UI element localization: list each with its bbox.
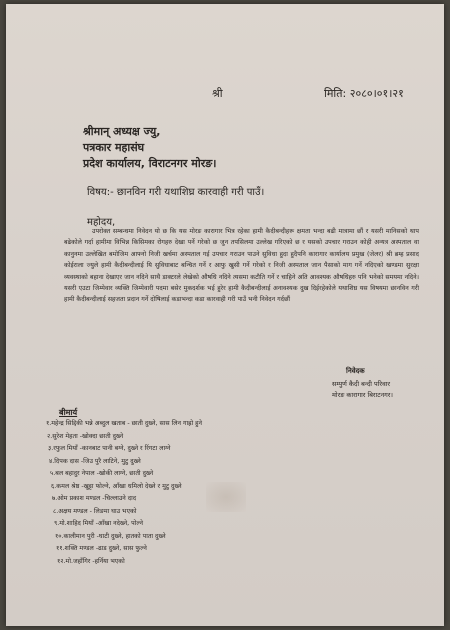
list-item: ७.ओम प्रकाश मण्डल -चिल्लाउने दाद — [52, 495, 137, 502]
list-item: ४.दिपक दास -जिउ पुरै लाटिने, मुटु दुख्ने — [49, 457, 141, 465]
patients-list-title: बीमार्य — [59, 408, 78, 417]
paper-smudge — [206, 482, 246, 512]
signature-line-2: मोरङ कारागार बिराटनगर। — [332, 391, 393, 399]
list-item: १०.कालीमान पुरी -घाटी दुख्ने, हातको पाता दुख्ने — [55, 532, 166, 540]
recipient-line-2: पत्रकार महासंघ — [83, 141, 145, 154]
recipient-line-1: श्रीमान् अध्यक्ष ज्यु, — [83, 125, 161, 138]
salutation-shree: श्री — [212, 87, 223, 100]
letter-subject: विषय:- छानविन गरी यथाशिघ्र कारवाही गरी पाउँ। — [87, 187, 265, 198]
list-item: १२.मो.जहाँगिर -हर्निया भएको — [57, 557, 125, 565]
list-item: ८.अक्षय मण्डल - लिङमा घाउ भएको — [53, 507, 137, 515]
letter-page — [6, 4, 444, 626]
signature-label: निवेदक — [346, 367, 365, 375]
list-item: ३.रफुल मियाँ -कानबाट पानी बग्ने, दुख्ने र रिंगटा लाग्ने — [48, 445, 171, 452]
list-item: २.सुरेश मेहता -खोक्दा छाती दुख्ने — [47, 432, 124, 440]
signature-line-1: सम्पुर्ण कैदी बन्दी परिवार — [332, 380, 391, 388]
recipient-line-3: प्रदेश कार्यालय, विराटनगर मोरङ। — [83, 157, 217, 170]
list-item: ११.शक्ति मण्डल -ढाड दुख्ने, सास फुल्ने — [56, 545, 147, 552]
patients-list — [46, 418, 202, 568]
list-item: ५.बल बहादुर नेपाल -खोकी लाग्ने, छाती दुख्ने — [50, 470, 154, 477]
list-item: ६.कमल श्रेष्ठ -खुट्टा फोल्ने, आँखा धमिलो देख्ने र मुटु दुख्ने — [51, 482, 182, 490]
list-item: ९.मो.शाहिद मियाँ -आँखा नदेख्ने, पोल्ने — [54, 520, 143, 527]
letter-greeting: महोदय, — [87, 217, 116, 228]
letter-date: मिति: २०८०।०१।२१ — [324, 87, 404, 100]
list-item: १.महेन्द्र सिद्दिकी भन्ने अब्दुल खताब - छाती दुख्ने, सास लिन गाह्रो हुने — [46, 420, 202, 427]
letter-body: उपरोक्त सम्बन्धमा निवेदन यो छ कि यस मोरङ कारागार भित्र रहेका हामी कैदीबन्दीहरू क्षमता भन्दा बढी मात्रामा छौं र यसरी मानिसको थाप बढेकोले गर्दा हामीमा विभिन्न किसिमका रोगहरु देखा पर्ने गरेको छ जुन तपसिलमा उल्लेख गरिएको छ र यसको उपचार गराउन कोही अन्यत्र अस्पताल वा कानुनमा उल्लेखित बमोजिम आफ्नो निजी खर्चमा अस्पताल गई उपचार गराउन पाउने सुविधा हुदा हुदैपनि कारागार कार्यालय प्रमुख (जेलर) श्री ब्रम्ह प्रसाद कोईराला ज्युले हामी कैदीबन्दीलाई यि सुविधाबाट बन्चित गर्ने र आफु खुसी गर्ने गरेको र निजी अस्पताल जान पैसाको माग गर्ने नदिएको खण्डमा सुरक्षा व्यवस्थाको बहाना देखाएर जान नदिने साथै डाक्टरले लेखेको औषधि नदिने त्यसमा कटौति गर्ने र चाहिने अति आवश्यक औषधिहरु पनि भनेको समयमा नदिने। यसरी एउटा जिम्मेवार व्यक्ति जिम्मेवारी पदमा बसेर मुकदर्शक भई हुरेर हामी कैदीबन्दीलाई अनावश्यक दुख दिईरहेकोले यथाशिघ्र यस विषयमा छानविन गरी हामी कैदीबन्दीलाई सहजता प्रदान गर्ने दोषिलाई कडाभन्दा कडा कारवाही गरी पाउँ भनी निवेदन गर्दछौं — [64, 228, 419, 304]
